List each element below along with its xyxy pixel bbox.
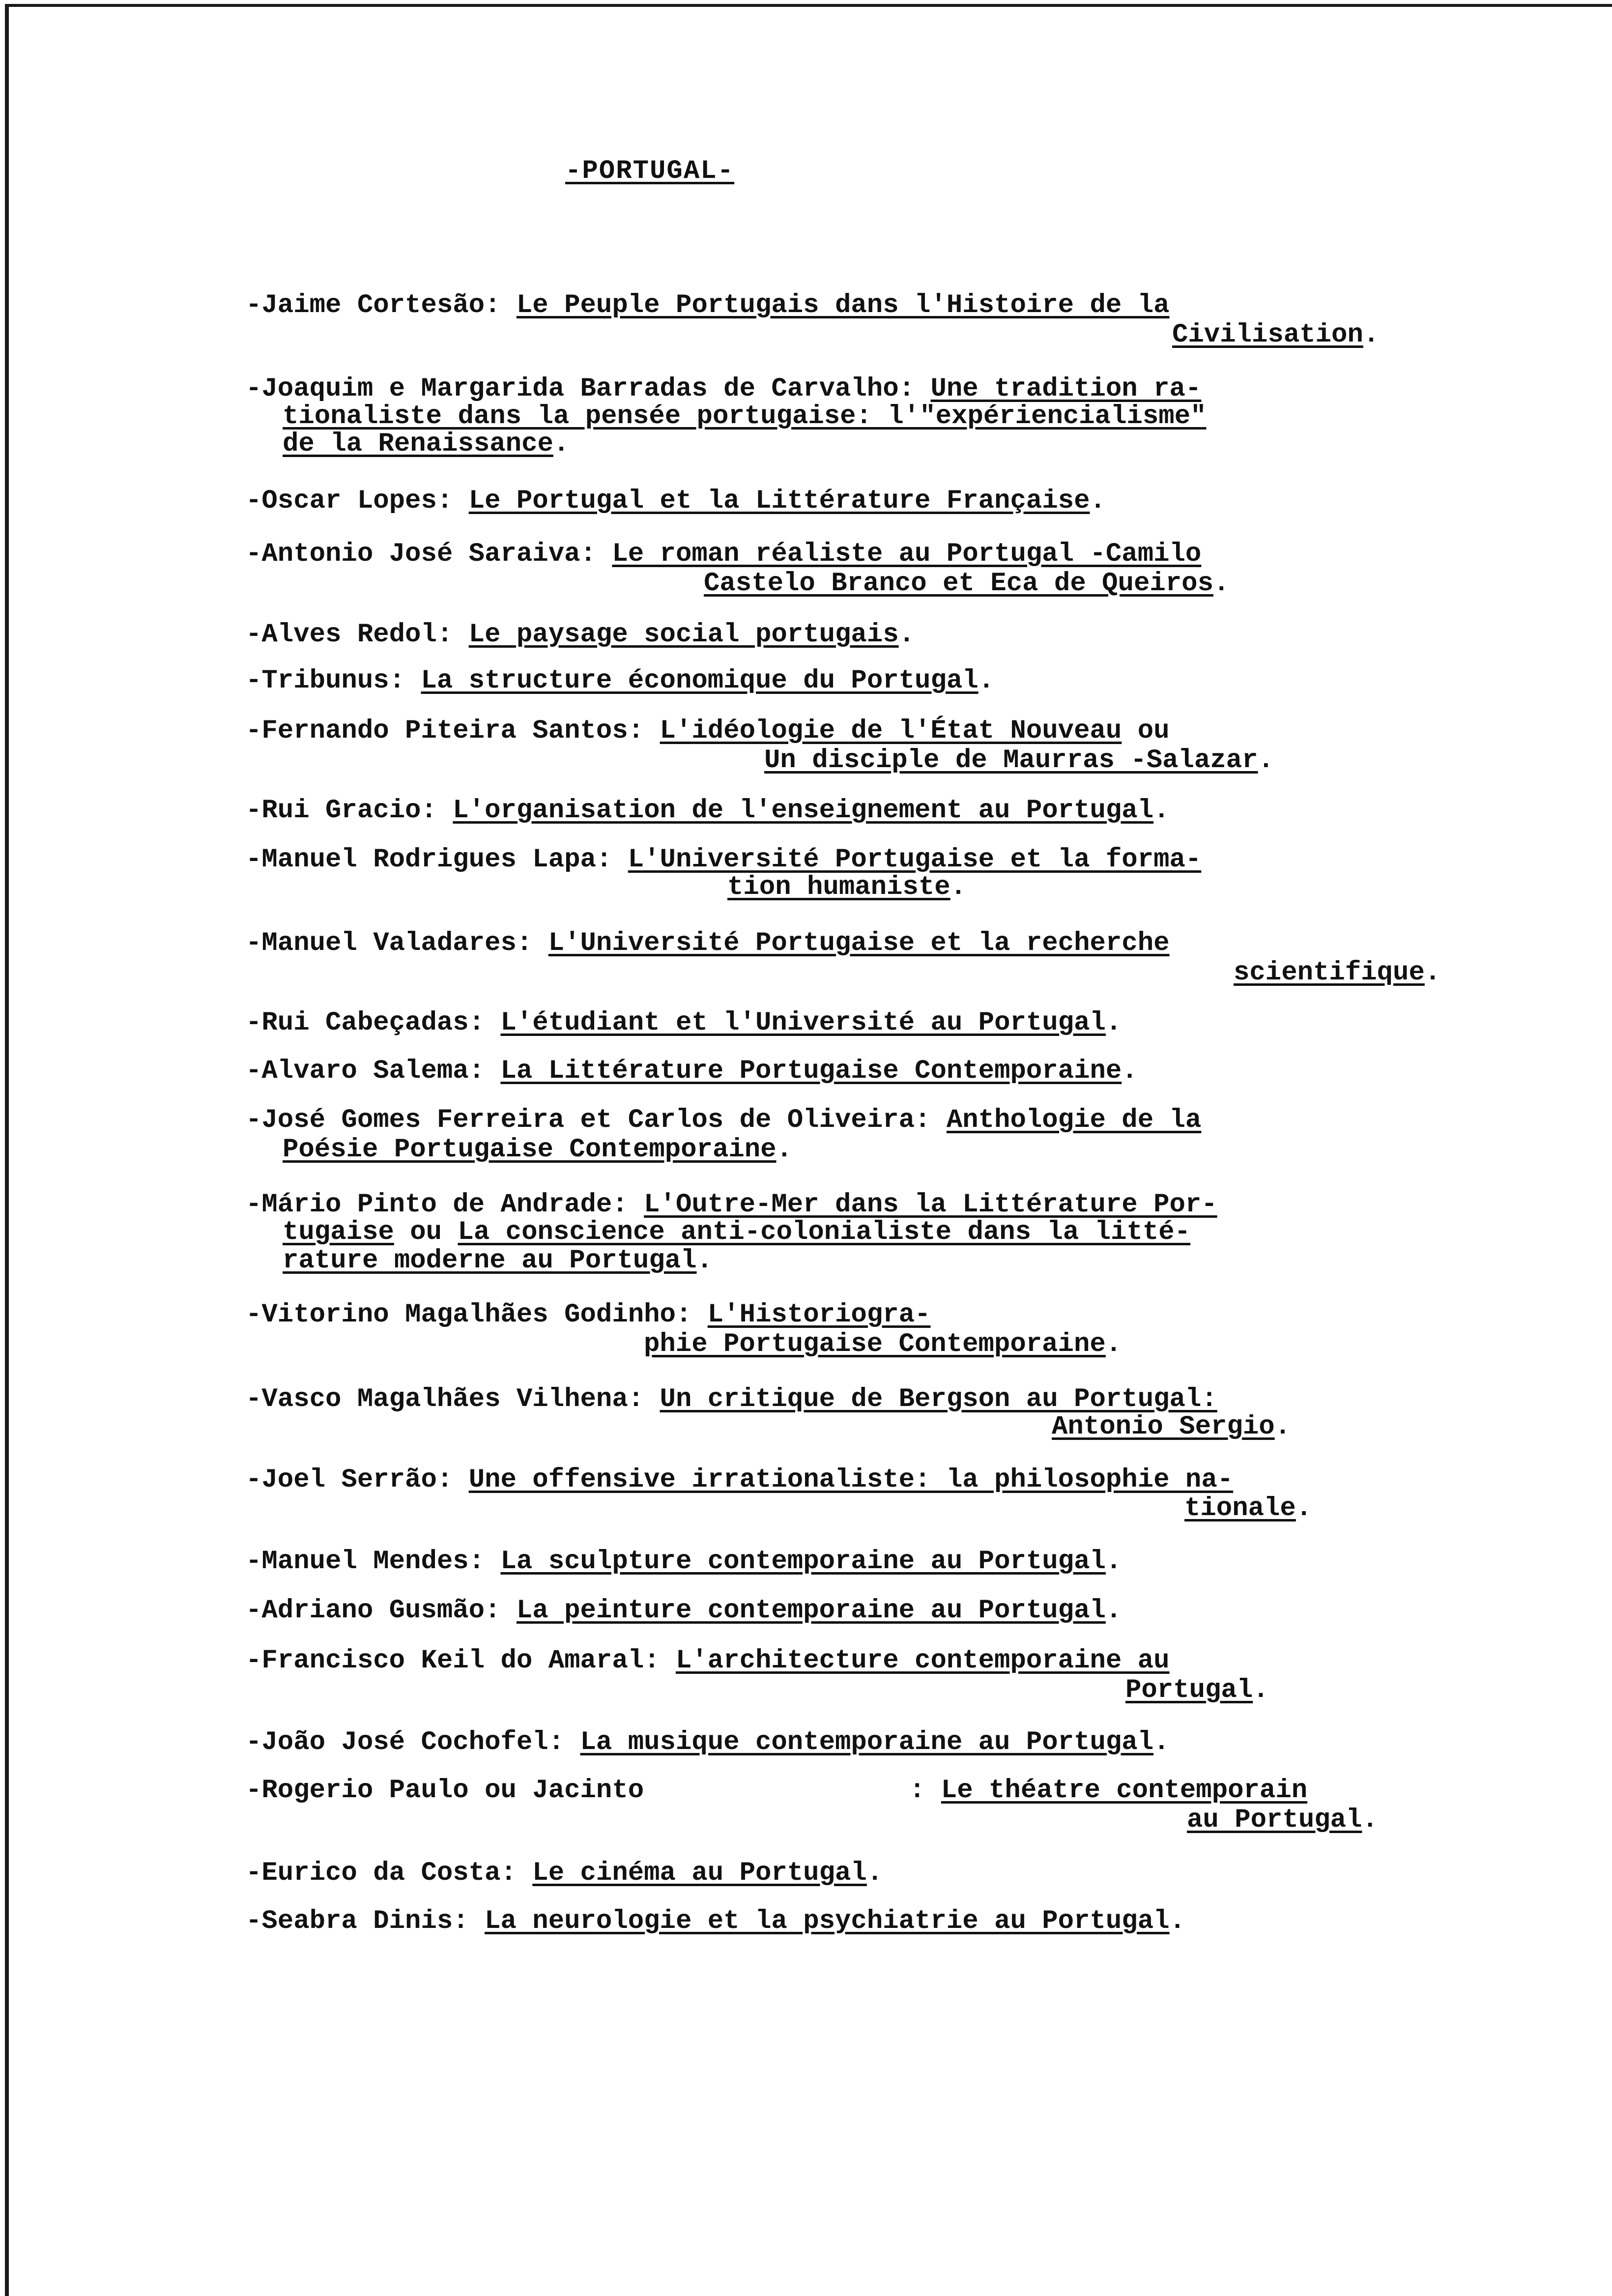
entry-author: -Joel Serrão: <box>246 1465 453 1495</box>
entry-title-line: Le Peuple Portugais dans l'Histoire de la <box>516 290 1170 320</box>
entry-end: . <box>866 1858 883 1888</box>
list-item-continuation <box>1184 1494 1312 1523</box>
entry-title-line: tionale <box>1184 1493 1296 1523</box>
list-item-continuation <box>1234 958 1440 988</box>
entry-title-line: rature moderne au Portugal <box>283 1246 697 1276</box>
entry-author: -Fernando Piteira Santos: <box>246 716 644 746</box>
entry-author: -Alves Redol: <box>246 620 453 650</box>
entry-author: -Mário Pinto de Andrade: <box>246 1190 628 1220</box>
entry-title-line: Civilisation <box>1172 320 1363 350</box>
list-item <box>246 1190 1217 1220</box>
entry-author: -Antonio José Saraiva: <box>246 539 596 569</box>
entry-title-line: tion humaniste <box>727 872 950 902</box>
entry-end: . <box>1362 1805 1378 1835</box>
entry-title-line: Anthologie de la <box>946 1105 1202 1135</box>
list-item <box>246 1776 644 1806</box>
entry-title-line: Une offensive irrationaliste: la philosophie na- <box>468 1465 1234 1495</box>
entry-author: -Manuel Valadares: <box>246 928 533 958</box>
list-item <box>246 1907 1185 1936</box>
list-item-continuation <box>1187 1806 1378 1835</box>
entry-end: . <box>1105 1008 1122 1038</box>
entry-title-line: Antonio Sergio <box>1052 1412 1275 1442</box>
entry-title-line: Le Portugal et la Littérature Française <box>468 486 1090 516</box>
list-item <box>246 929 1170 958</box>
list-item <box>246 845 1201 875</box>
entry-title-line: au Portugal <box>1187 1805 1362 1835</box>
list-item-continuation <box>644 1330 1122 1359</box>
entry-author: -Manuel Mendes: <box>246 1547 485 1577</box>
entry-end: . <box>1363 320 1380 350</box>
list-item-continuation <box>704 569 1229 599</box>
list-item <box>246 1596 1122 1626</box>
entry-author: -Vasco Magalhães Vilhena: <box>246 1384 644 1414</box>
list-item <box>246 540 1201 569</box>
entry-title-line: Un critique de Bergson au Portugal: <box>660 1384 1217 1414</box>
list-item <box>246 1008 1122 1038</box>
entry-title-line: Castelo Branco et Eca de Queiros <box>704 569 1213 599</box>
list-item <box>246 374 1201 404</box>
list-item-continuation <box>283 1218 1190 1247</box>
entry-title-line: La Littérature Portugaise Contemporaine <box>500 1056 1122 1086</box>
list-item <box>246 1300 930 1330</box>
list-item-continuation <box>283 402 1207 431</box>
entry-title-line: Poésie Portugaise Contemporaine <box>283 1135 777 1165</box>
list-item <box>246 1547 1122 1577</box>
entry-author: -José Gomes Ferreira et Carlos de Oliveira: <box>246 1105 931 1135</box>
entry-end: . <box>978 666 995 696</box>
entry-end: . <box>1213 569 1230 599</box>
entry-end: . <box>776 1135 792 1165</box>
entry-title-line: La peinture contemporaine au Portugal <box>516 1596 1106 1626</box>
entry-title-line: Portugal <box>1125 1675 1253 1705</box>
entry-author: -Francisco Keil do Amaral: <box>246 1646 660 1676</box>
entry-end: . <box>1253 1675 1269 1705</box>
entry-end: . <box>1122 1056 1138 1086</box>
entry-conjunction: ou <box>1137 716 1170 746</box>
entry-end: . <box>1090 486 1106 516</box>
entry-author: -João José Cochofel: <box>246 1727 565 1757</box>
entry-end: . <box>1105 1596 1122 1626</box>
list-item <box>246 796 1170 826</box>
list-item <box>246 1385 1217 1414</box>
list-item <box>246 1057 1138 1086</box>
list-item-continuation <box>1052 1412 1291 1442</box>
entry-author: -Jaime Cortesão: <box>246 290 501 320</box>
entry-end: . <box>553 429 570 459</box>
entry-end: . <box>898 620 915 650</box>
entry-title-line: L'architecture contemporaine au <box>675 1646 1170 1676</box>
document-title <box>565 156 734 186</box>
entry-end: . <box>1295 1493 1312 1523</box>
entry-end: . <box>950 872 967 902</box>
entry-title-line: Le roman réaliste au Portugal -Camilo <box>612 539 1202 569</box>
list-item <box>246 291 1170 320</box>
entry-title-line: La musique contemporaine au Portugal <box>580 1727 1154 1757</box>
entry-title-line: Le théatre contemporain <box>941 1776 1308 1806</box>
list-item <box>246 666 994 696</box>
entry-end: . <box>1105 1329 1122 1359</box>
entry-separator: : <box>909 1776 925 1806</box>
entry-title-line: Une tradition ra- <box>930 374 1202 404</box>
list-item <box>246 1646 1170 1676</box>
entry-end: . <box>1105 1547 1122 1577</box>
entry-end: . <box>1169 1906 1185 1936</box>
entry-title-line: Le cinéma au Portugal <box>532 1858 867 1888</box>
entry-author: -Alvaro Salema: <box>246 1056 485 1086</box>
entry-title-line: Le paysage social portugais <box>468 620 899 650</box>
entry-end: . <box>696 1246 713 1276</box>
list-item-continuation <box>727 873 966 902</box>
entry-author: -Rogerio Paulo ou Jacinto <box>246 1776 644 1806</box>
entry-author: -Rui Gracio: <box>246 796 437 826</box>
list-item <box>246 1859 883 1888</box>
entry-title-line: Un disciple de Maurras -Salazar <box>764 746 1258 775</box>
entry-end: . <box>1274 1412 1291 1442</box>
list-item <box>246 487 1106 516</box>
entry-end: . <box>1153 1727 1170 1757</box>
entry-author: -Seabra Dinis: <box>246 1906 469 1936</box>
list-item <box>246 620 915 650</box>
document-title-text: -PORTUGAL- <box>565 156 735 186</box>
entry-title-line: L'Université Portugaise et la recherche <box>548 928 1170 958</box>
list-item-continuation <box>764 746 1274 775</box>
entry-title-line: de la Renaissance <box>283 429 553 459</box>
entry-title-line: L'Historiogra- <box>707 1300 931 1330</box>
entry-title-line: scientifique <box>1234 958 1425 988</box>
entry-author: -Rui Cabeçadas: <box>246 1008 485 1038</box>
entry-author: -Eurico da Costa: <box>246 1858 517 1888</box>
entry-title-line: L'idéologie de l'État Nouveau <box>660 716 1122 746</box>
entry-conjunction: ou <box>410 1217 442 1247</box>
entry-title-line: L'étudiant et l'Université au Portugal <box>500 1008 1106 1038</box>
list-item-continuation <box>283 1135 792 1165</box>
entry-title-line: La structure économique du Portugal <box>421 666 979 696</box>
list-item <box>246 717 1170 746</box>
entry-title-line: tugaise <box>283 1217 394 1247</box>
entry-end: . <box>1153 796 1170 826</box>
entry-title-line: tionaliste dans la pensée portugaise: l'"expériencialisme" <box>283 402 1207 431</box>
entry-title-line: L'Université Portugaise et la forma- <box>628 845 1202 875</box>
entry-author: -Manuel Rodrigues Lapa: <box>246 845 612 875</box>
page-edge-top <box>5 4 1612 7</box>
list-item-continuation <box>1125 1676 1269 1705</box>
entry-title-line: La neurologie et la psychiatrie au Portugal <box>485 1906 1170 1936</box>
entry-title-line: La conscience anti-colonialiste dans la litté- <box>458 1217 1191 1247</box>
entry-title-line: phie Portugaise Contemporaine <box>644 1329 1106 1359</box>
entry-title-line: L'Outre-Mer dans la Littérature Por- <box>644 1190 1217 1220</box>
list-item <box>246 1728 1170 1757</box>
list-item <box>246 1465 1233 1495</box>
entry-author: -Oscar Lopes: <box>246 486 453 516</box>
entry-title-line: La sculpture contemporaine au Portugal <box>500 1547 1106 1577</box>
list-item-continuation <box>1172 320 1379 350</box>
entry-author: -Vitorino Magalhães Godinho: <box>246 1300 692 1330</box>
entry-end: . <box>1424 958 1441 988</box>
page-edge-left <box>5 4 9 2296</box>
entry-end: . <box>1258 746 1274 775</box>
list-item-continuation <box>283 1246 713 1276</box>
entry-author: -Tribunus: <box>246 666 405 696</box>
entry-author: -Adriano Gusmão: <box>246 1596 501 1626</box>
list-item <box>246 1106 1201 1135</box>
entry-author: -Joaquim e Margarida Barradas de Carvalho: <box>246 374 915 404</box>
entry-title-line: L'organisation de l'enseignement au Portugal <box>453 796 1154 826</box>
list-item-continuation <box>283 430 569 459</box>
list-item-continuation <box>909 1776 1307 1806</box>
